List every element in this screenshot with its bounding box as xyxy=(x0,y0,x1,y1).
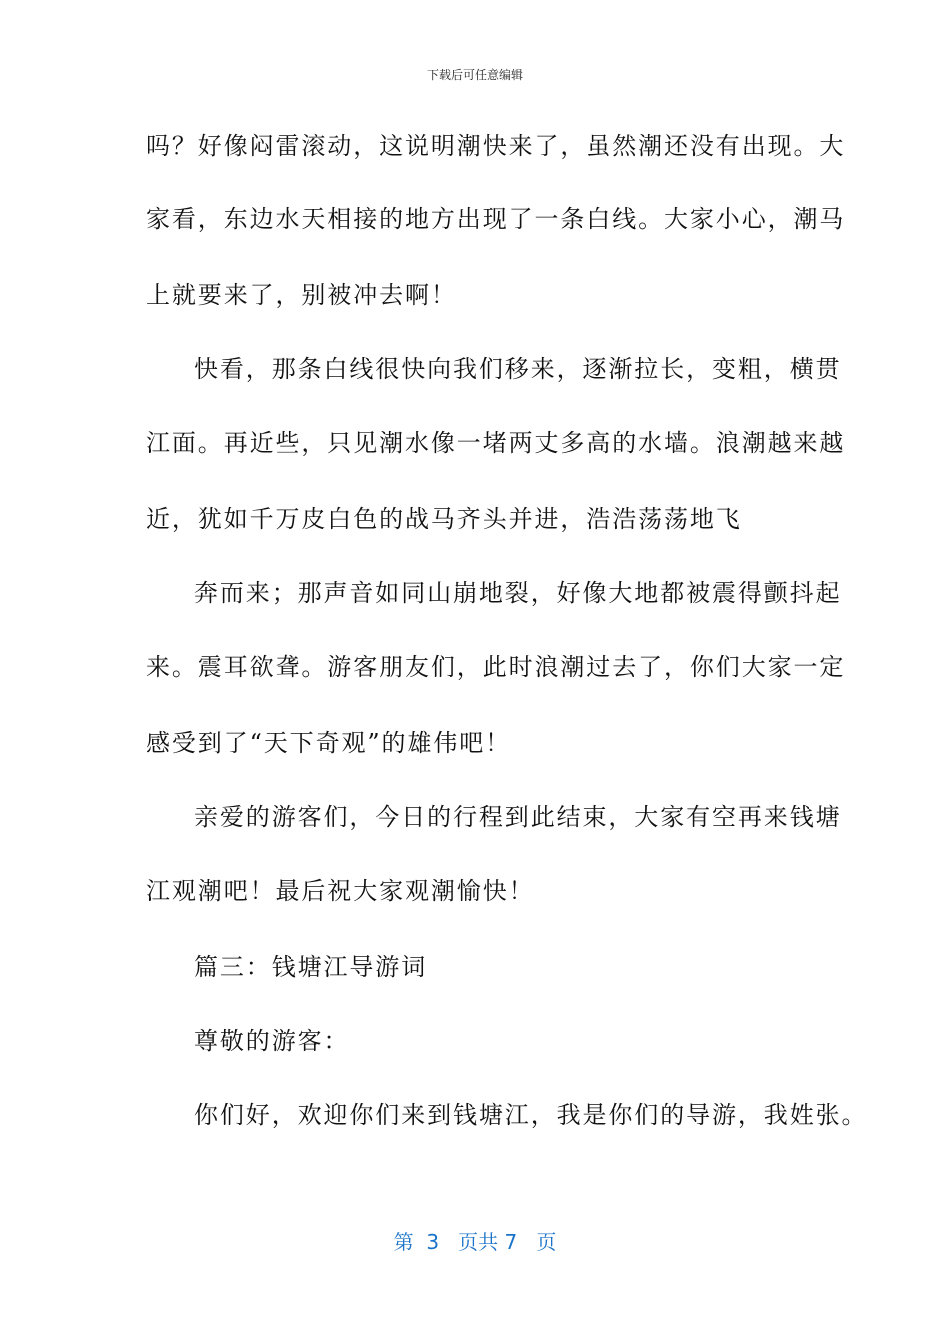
footer-suffix: 页 xyxy=(536,1230,557,1254)
text-line: 上就要来了，别被冲去啊！ xyxy=(146,281,457,309)
text-line: 亲爱的游客们，今日的行程到此结束，大家有空再来钱塘 xyxy=(194,803,842,831)
text-line: 家看，东边水天相接的地方出现了一条白线。大家小心，潮马 xyxy=(146,205,846,233)
text-line: 吗？好像闷雷滚动，这说明潮快来了，虽然潮还没有出现。大 xyxy=(146,132,846,160)
text-line: 江观潮吧！最后祝大家观潮愉快！ xyxy=(146,877,535,905)
page-header-note: 下载后可任意编辑 xyxy=(426,68,523,82)
text-line: 感受到了“天下奇观”的雄伟吧！ xyxy=(146,729,512,757)
text-line: 奔而来；那声音如同山崩地裂，好像大地都被震得颤抖起 xyxy=(194,579,842,607)
text-line: 快看，那条白线很快向我们移来，逐渐拉长，变粗，横贯 xyxy=(194,355,842,383)
text-line: 你们好，欢迎你们来到钱塘江，我是你们的导游，我姓张。 xyxy=(194,1101,868,1129)
footer-current-page: 3 xyxy=(426,1230,440,1254)
text-line: 近，犹如千万皮白色的战马齐头并进，浩浩荡荡地飞 xyxy=(146,505,742,533)
text-line: 来。震耳欲聋。游客朋友们，此时浪潮过去了，你们大家一定 xyxy=(146,653,846,681)
text-line: 江面。再近些，只见潮水像一堵两丈多高的水墙。浪潮越来越 xyxy=(146,429,846,457)
footer-middle: 页共 xyxy=(458,1230,499,1254)
footer-prefix: 第 xyxy=(393,1230,414,1254)
footer-total-pages: 7 xyxy=(504,1230,518,1254)
section-heading: 篇三：钱塘江导游词 xyxy=(194,953,428,981)
salutation: 尊敬的游客： xyxy=(194,1027,350,1055)
page-number-footer xyxy=(0,1226,950,1255)
